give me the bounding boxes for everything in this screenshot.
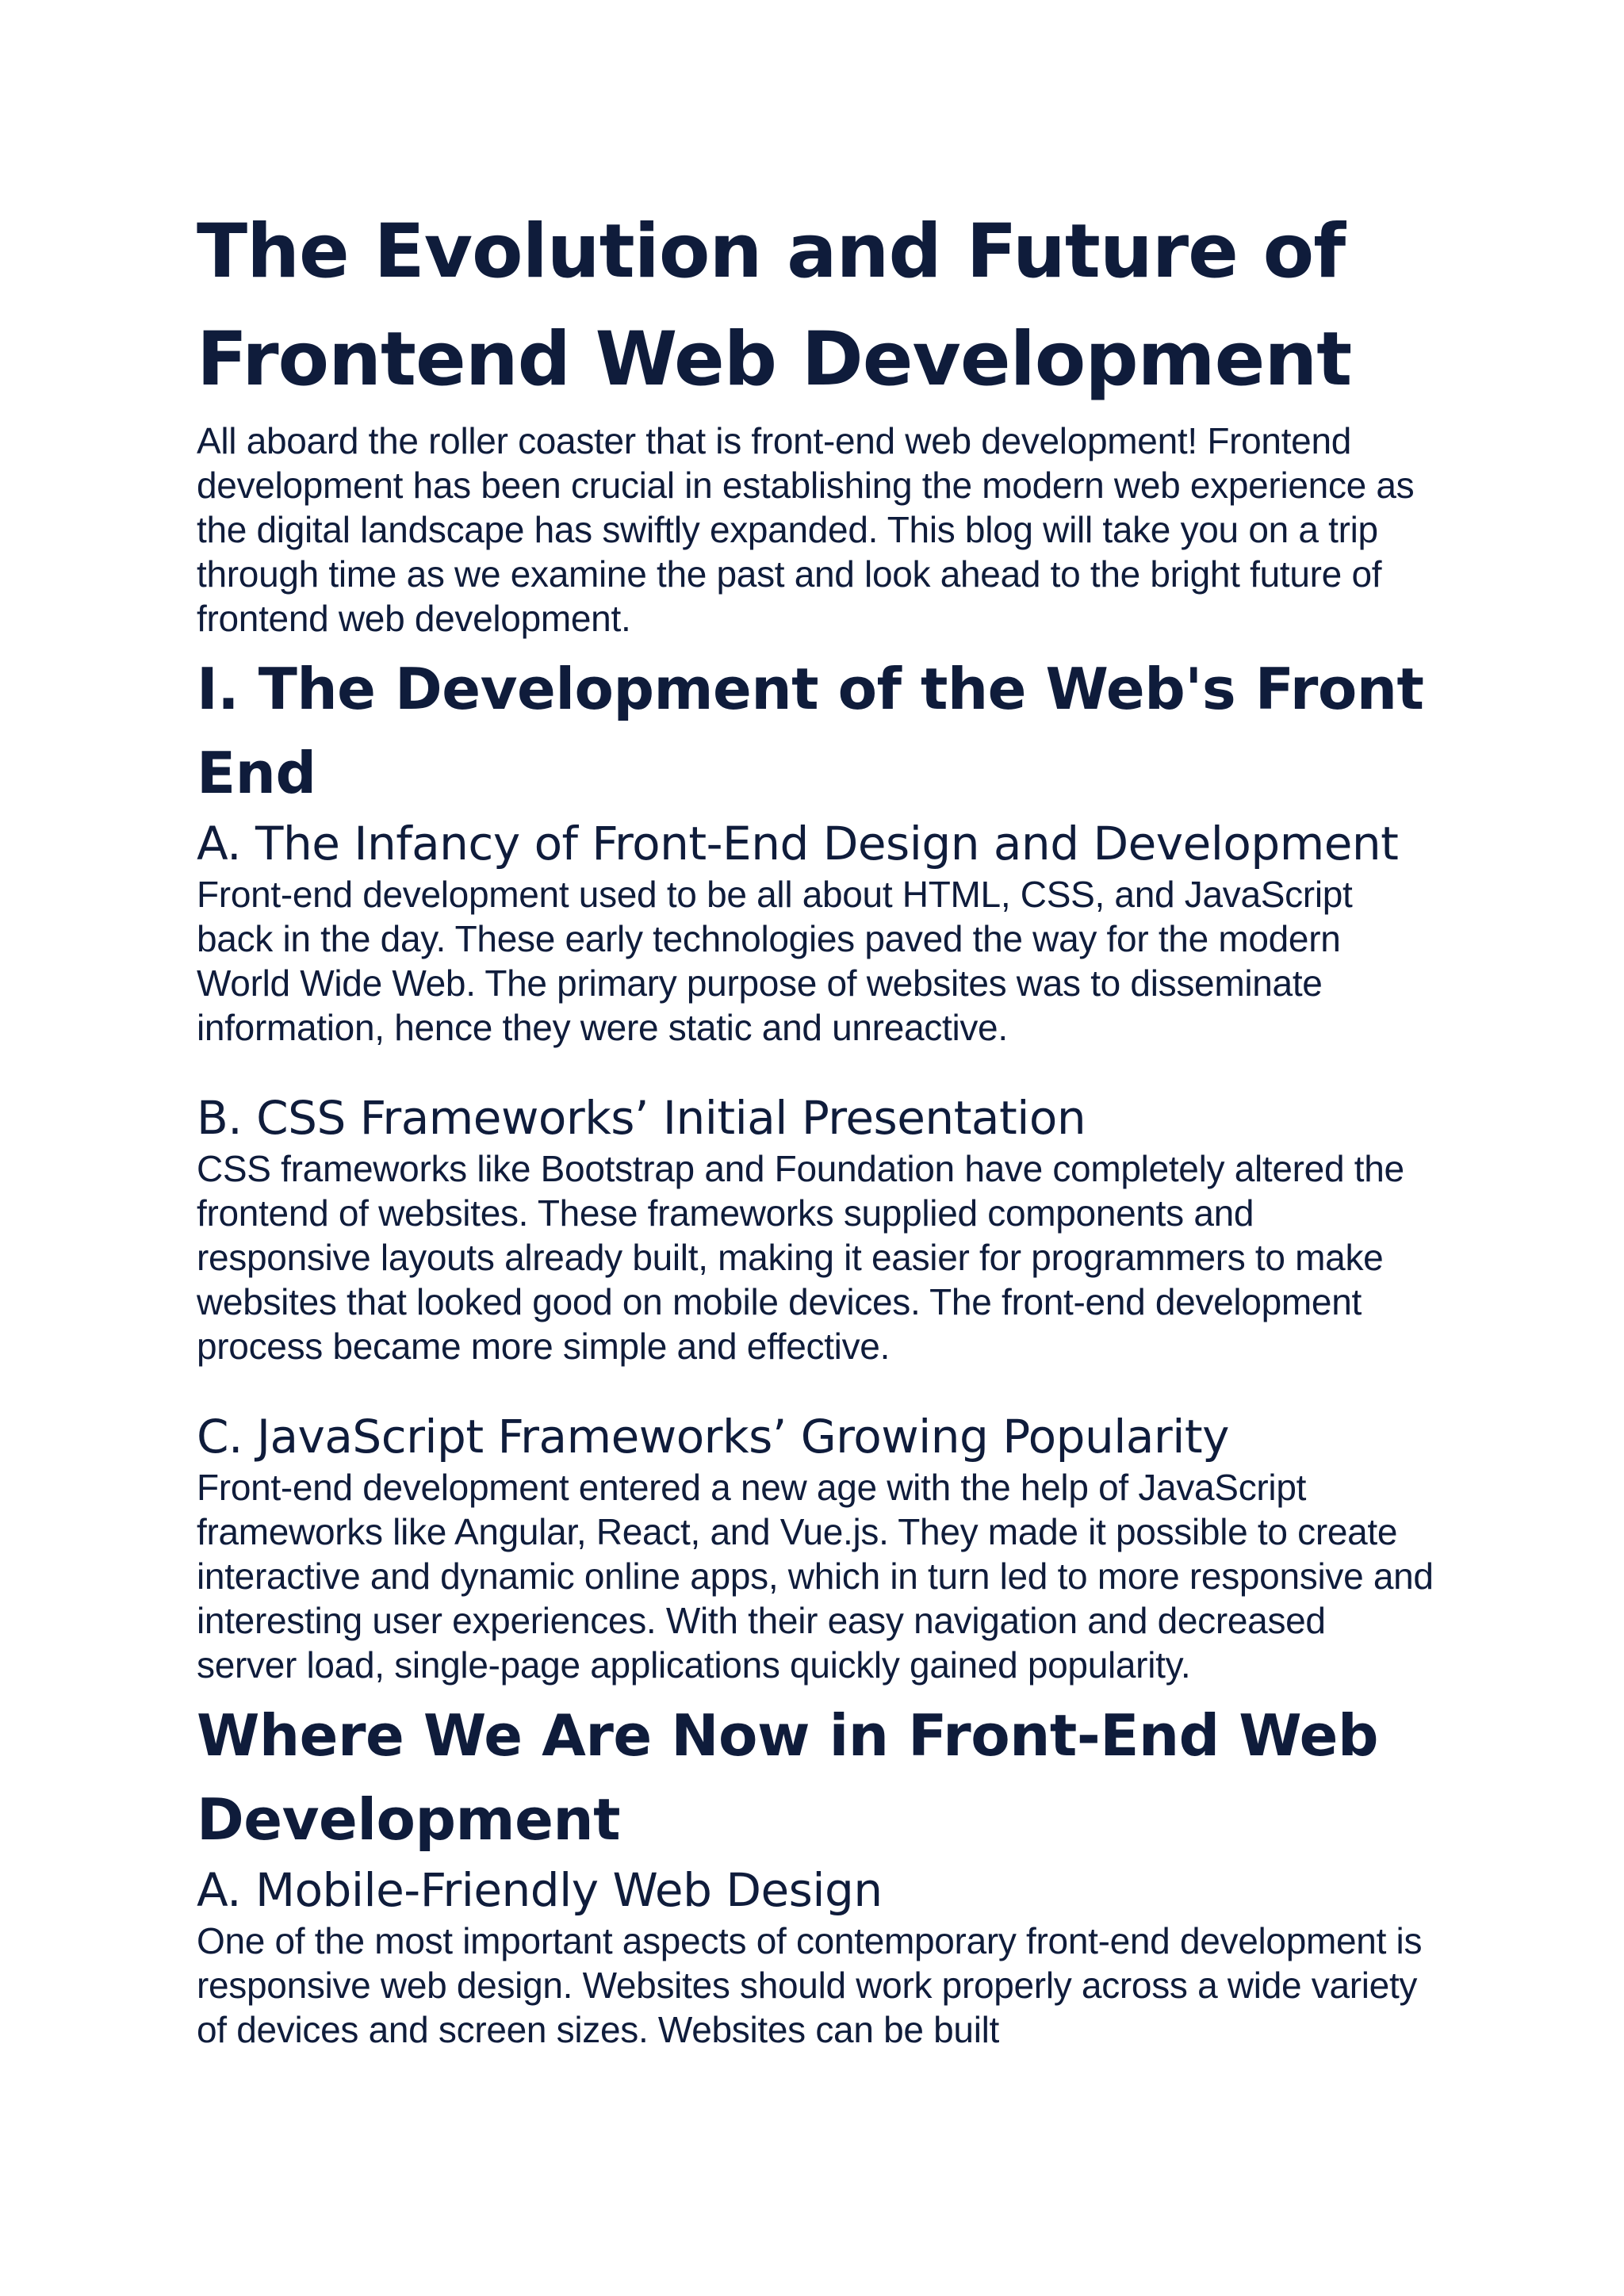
subsection-heading-mobile-friendly: A. Mobile-Friendly Web Design [197,1863,883,1917]
subsection-heading-css-frameworks: B. CSS Frameworks’ Initial Presentation [197,1091,1086,1145]
intro-paragraph: All aboard the roller coaster that is front-end web development! Frontend development has been crucial in establishing the modern web experience as the digital landscape has swiftly expanded. This blog will take you on a trip through time as we examine the past and look ahead to the bright future of frontend web development. [197,420,1415,639]
subsection-body-js-frameworks: Front-end development entered a new age with the help of JavaScript frameworks like Angular, React, and Vue.js. They made it possible to create interactive and dynamic online apps, which in turn led to more responsive and interesting user experiences. With their easy navigation and decreased server load, single-page applications quickly gained popularity. [197,1467,1434,1686]
subsection-heading-infancy: A. The Infancy of Front-End Design and Development [197,817,1399,871]
subsection-body-css-frameworks: CSS frameworks like Bootstrap and Foundation have completely altered the frontend of websites. These frameworks supplied components and responsive layouts already built, making it easier for programmers to make websites that looked good on mobile devices. The front-end development process became more simple and effective. [197,1148,1404,1367]
section-heading-current: Where We Are Now in Front-End Web Development [197,1702,1378,1853]
subsection-heading-js-frameworks: C. JavaScript Frameworks’ Growing Popularity [197,1410,1229,1464]
document-title: The Evolution and Future of Frontend Web Development [197,209,1352,403]
subsection-body-infancy: Front-end development used to be all about HTML, CSS, and JavaScript back in the day. These early technologies paved the way for the modern World Wide Web. The primary purpose of websites was to disseminate information, hence they were static and unreactive. [197,874,1353,1048]
section-heading-history: I. The Development of the Web's Front End [197,656,1424,806]
subsection-body-mobile-friendly: One of the most important aspects of contemporary front-end development is responsive web design. Websites should work properly across a wide variety of devices and screen sizes. Websites can be built [197,1920,1423,2050]
article [197,198,1434,2052]
